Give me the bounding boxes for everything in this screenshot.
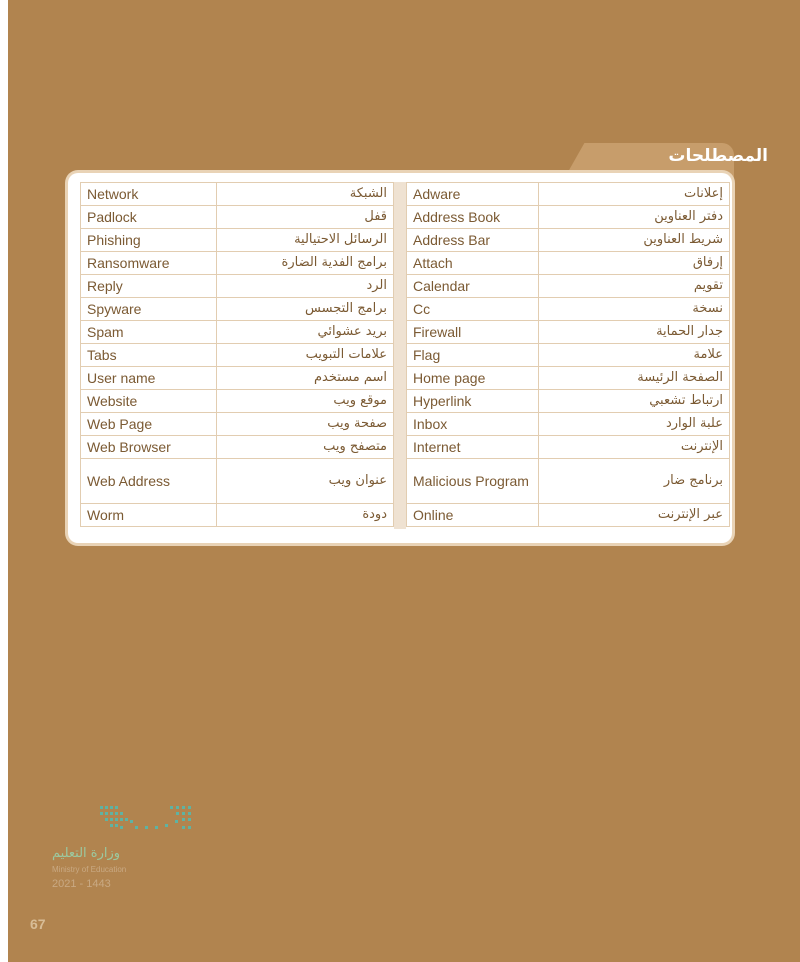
glossary-row — [407, 206, 730, 229]
term-english: Address Book — [407, 206, 539, 229]
glossary-row — [407, 229, 730, 252]
term-english: Spyware — [81, 298, 217, 321]
glossary-row — [407, 298, 730, 321]
term-arabic: جدار الحماية — [539, 321, 730, 344]
glossary-row — [81, 459, 394, 504]
glossary-row — [81, 367, 394, 390]
glossary-row — [81, 275, 394, 298]
glossary-row — [81, 206, 394, 229]
glossary-right-table — [406, 182, 730, 527]
term-arabic: برامج الفدية الضارة — [217, 252, 394, 275]
term-english: Ransomware — [81, 252, 217, 275]
term-arabic: بريد عشوائي — [217, 321, 394, 344]
glossary-row — [407, 183, 730, 206]
glossary-row — [407, 390, 730, 413]
glossary-row — [81, 390, 394, 413]
glossary-row — [407, 413, 730, 436]
term-english: Web Page — [81, 413, 217, 436]
term-arabic: الرسائل الاحتيالية — [217, 229, 394, 252]
term-english: Web Browser — [81, 436, 217, 459]
term-arabic: دفتر العناوين — [539, 206, 730, 229]
glossary-row — [407, 459, 730, 504]
term-arabic: علبة الوارد — [539, 413, 730, 436]
ministry-name-english: Ministry of Education — [52, 865, 127, 874]
term-english: Worm — [81, 504, 217, 527]
glossary-row — [81, 413, 394, 436]
column-divider — [394, 182, 406, 529]
term-arabic: شريط العناوين — [539, 229, 730, 252]
term-english: Malicious Program — [407, 459, 539, 504]
term-english: Calendar — [407, 275, 539, 298]
term-english: Phishing — [81, 229, 217, 252]
term-arabic: الشبكة — [217, 183, 394, 206]
ministry-year: 2021 - 1443 — [52, 878, 111, 890]
glossary-row — [81, 183, 394, 206]
term-english: Firewall — [407, 321, 539, 344]
glossary-row — [407, 321, 730, 344]
glossary-row — [407, 252, 730, 275]
term-arabic: برنامج ضار — [539, 459, 730, 504]
term-english: Network — [81, 183, 217, 206]
term-english: Adware — [407, 183, 539, 206]
glossary-row — [81, 252, 394, 275]
ministry-name-arabic: وزارة التعليم — [52, 846, 121, 861]
term-english: Cc — [407, 298, 539, 321]
glossary-row — [81, 321, 394, 344]
term-arabic: إعلانات — [539, 183, 730, 206]
term-arabic: علامات التبويب — [217, 344, 394, 367]
term-english: Flag — [407, 344, 539, 367]
term-arabic: قفل — [217, 206, 394, 229]
term-arabic: الرد — [217, 275, 394, 298]
glossary-row — [81, 436, 394, 459]
ministry-logo-icon — [100, 806, 196, 834]
glossary-left-column — [80, 182, 394, 527]
glossary-row — [81, 229, 394, 252]
term-arabic: نسخة — [539, 298, 730, 321]
term-arabic: صفحة ويب — [217, 413, 394, 436]
term-english: Tabs — [81, 344, 217, 367]
glossary-row — [407, 275, 730, 298]
term-english: Online — [407, 504, 539, 527]
term-arabic: متصفح ويب — [217, 436, 394, 459]
term-arabic: علامة — [539, 344, 730, 367]
term-english: Web Address — [81, 459, 217, 504]
glossary-row — [407, 367, 730, 390]
term-english: Spam — [81, 321, 217, 344]
term-english: Hyperlink — [407, 390, 539, 413]
glossary-row — [81, 504, 394, 527]
term-english: Attach — [407, 252, 539, 275]
term-arabic: عبر الإنترنت — [539, 504, 730, 527]
term-arabic: إرفاق — [539, 252, 730, 275]
glossary-row — [81, 298, 394, 321]
glossary-row — [407, 504, 730, 527]
term-arabic: برامج التجسس — [217, 298, 394, 321]
term-english: Address Bar — [407, 229, 539, 252]
term-arabic: ارتباط تشعبي — [539, 390, 730, 413]
term-english: Reply — [81, 275, 217, 298]
section-title: المصطلحات — [668, 146, 768, 166]
glossary-row — [81, 344, 394, 367]
glossary-right-column — [406, 182, 730, 527]
glossary-row — [407, 344, 730, 367]
term-english: Internet — [407, 436, 539, 459]
term-arabic: تقويم — [539, 275, 730, 298]
term-arabic: الصفحة الرئيسة — [539, 367, 730, 390]
term-arabic: موقع ويب — [217, 390, 394, 413]
glossary-row — [407, 436, 730, 459]
term-arabic: عنوان ويب — [217, 459, 394, 504]
term-english: Inbox — [407, 413, 539, 436]
term-english: Home page — [407, 367, 539, 390]
term-english: User name — [81, 367, 217, 390]
page-number: 67 — [30, 916, 46, 932]
glossary-left-table — [80, 182, 394, 527]
term-arabic: الإنترنت — [539, 436, 730, 459]
term-english: Website — [81, 390, 217, 413]
term-arabic: دودة — [217, 504, 394, 527]
term-arabic: اسم مستخدم — [217, 367, 394, 390]
term-english: Padlock — [81, 206, 217, 229]
